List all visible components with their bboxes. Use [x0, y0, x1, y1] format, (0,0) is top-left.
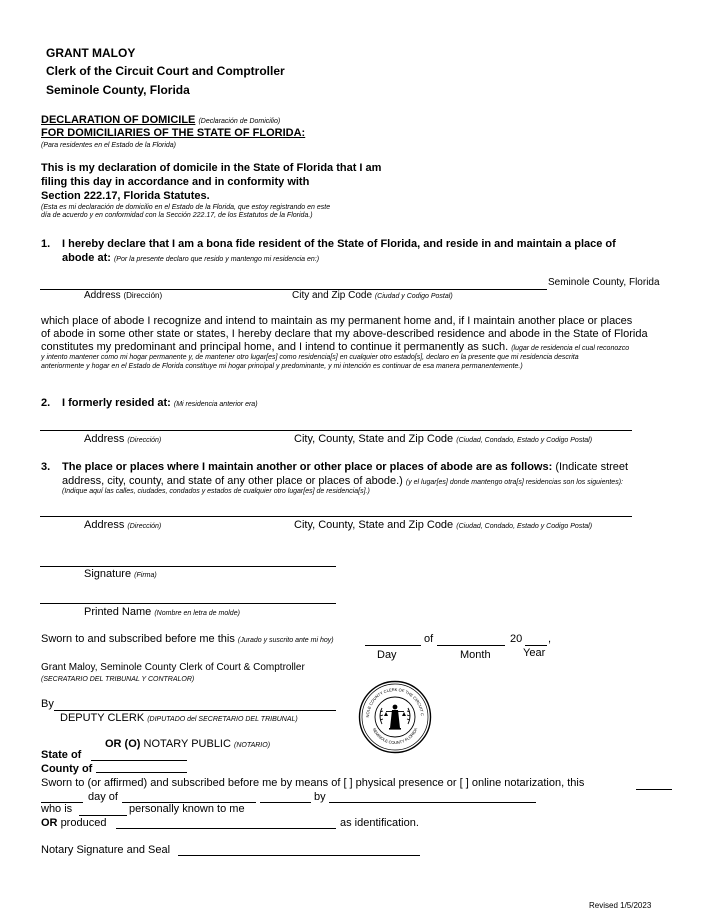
sworn-year-prefix: 20: [510, 633, 523, 645]
sworn-comma: ,: [548, 633, 552, 645]
former-address-line[interactable]: [40, 430, 632, 431]
item2-text: I formerly resided at: (Mi residencia anterior era): [62, 397, 258, 409]
clerk-seal-icon: [358, 680, 432, 754]
clerk-name: Grant Maloy, Seminole County Clerk of Court & Comptroller: [41, 662, 305, 673]
item1-para1: which place of abode I recognize and intend to maintain as my permanent home and, if I maintain another place or places: [41, 315, 633, 327]
sworn-year-line[interactable]: [525, 645, 547, 646]
intro-line1: This is my declaration of domicile in the State of Florida that I am: [41, 162, 382, 174]
header-name: GRANT MALOY: [46, 46, 136, 60]
header-office: Clerk of the Circuit Court and Comptroller: [46, 64, 285, 78]
item1-line2: abode at: (Por la presente declaro que resido y mantengo mi residencia en:): [62, 252, 320, 264]
state-of-line[interactable]: [91, 760, 187, 761]
title-line2-es: (Para residentes en el Estado de la Florida): [41, 142, 177, 149]
deputy-clerk-line[interactable]: [54, 710, 336, 711]
item3-number: 3.: [41, 461, 51, 473]
sworn-of: of: [424, 633, 434, 645]
item3-address-label: Address (Dirección): [84, 519, 162, 531]
notary-who-is: who is: [41, 803, 73, 815]
notary-by-line[interactable]: [329, 802, 536, 803]
intro-line3: Section 222.17, Florida Statutes.: [41, 190, 210, 202]
title-line1: DECLARATION OF DOMICILE (Declaración de Domicilio): [41, 114, 281, 126]
notary-sworn-text: Sworn to (or affirmed) and subscribed before me by means of [ ] physical presence or [ ] online notarization, this: [41, 777, 585, 789]
item1-number: 1.: [41, 238, 51, 250]
item1-county-suffix: Seminole County, Florida: [548, 277, 660, 288]
deputy-clerk-label: DEPUTY CLERK (DIPUTADO del SECRETARIO DEL TRIBUNAL): [60, 712, 298, 724]
item1-address-label: Address (Dirección): [84, 290, 163, 301]
sworn-day-line[interactable]: [365, 645, 421, 646]
sworn-month-line[interactable]: [437, 645, 505, 646]
county-of-line[interactable]: [96, 772, 187, 773]
item1-line1: I hereby declare that I am a bona fide resident of the State of Florida, and reside in and maintain a place of: [62, 238, 616, 250]
county-of-label: County of: [41, 763, 93, 775]
signature-label: Signature (Firma): [84, 568, 157, 580]
item3-line1: The place or places where I maintain another or other place or places of abode are as follows: (Indicate street: [62, 461, 629, 473]
sworn-year-label: Year: [523, 647, 546, 659]
printed-name-line[interactable]: [40, 603, 336, 604]
intro-es2: día de acuerdo y en conformidad con la Sección 222.17, de los Estatutos de la Florida.): [41, 212, 313, 219]
item2-number: 2.: [41, 397, 51, 409]
other-address-line[interactable]: [40, 516, 632, 517]
notary-day-line[interactable]: [636, 789, 672, 790]
printed-name-label: Printed Name (Nombre en letra de molde): [84, 606, 240, 618]
item1-para2: of abode in some other state or states, I hereby declare that my above-described residence and abode in the State of Florida: [41, 328, 648, 340]
notary-by: by: [314, 791, 326, 803]
item3-line3-es: (Indique aquí las calles, ciudades, condados y estados de cualquier otro lugar[es] de residencia[s].): [62, 488, 370, 495]
item2-city-label: City, County, State and Zip Code (Ciudad, Condado, Estado y Codigo Postal): [294, 433, 593, 445]
notary-signature-line[interactable]: [178, 855, 420, 856]
item1-para-es2: anteriormente y hogar en el Estado de Florida constituye mi hogar principal y predominante, y mi intención es continuar de esa manera permanentemente.): [41, 363, 523, 370]
item3-line2: address, city, county, and state of any other place or places of abode.) (y el lugar[es] donde mantengo otra[s] residencias son los siguientes):: [62, 475, 623, 487]
item3-city-label: City, County, State and Zip Code (Ciudad, Condado, Estado y Codigo Postal): [294, 519, 593, 531]
item1-city-label: City and Zip Code (Ciudad y Codigo Postal): [292, 290, 453, 301]
notary-signature-label: Notary Signature and Seal: [41, 844, 171, 856]
header-county: Seminole County, Florida: [46, 83, 190, 97]
signature-line[interactable]: [40, 566, 336, 567]
notary-produced: OR produced: [41, 817, 107, 829]
notary-as-id: as identification.: [340, 817, 419, 829]
revised-date: Revised 1/5/2023: [589, 901, 652, 910]
notary-day-of: day of: [88, 791, 118, 803]
item1-para3: constitutes my predominant and principal home, and I intend to continue it permanently as such. (lugar de residencia el cual reconozco: [41, 341, 630, 353]
intro-line2: filing this day in accordance and in conformity with: [41, 176, 310, 188]
notary-who-is-line[interactable]: [79, 815, 127, 816]
seal-text-top: NOLE COUNTY CLERK OF THE CIRCUIT C: [364, 686, 426, 718]
seal-text-bottom: SEMINOLE COUNTY FLORIDA: [371, 727, 419, 746]
sworn-day-label: Day: [377, 649, 397, 661]
sworn-text: Sworn to and subscribed before me this (Jurado y suscrito ante mi hoy): [41, 633, 334, 645]
clerk-es: (SECRATARIO DEL TRIBUNAL Y CONTRALOR): [41, 676, 195, 683]
or-notary-label: OR (O) NOTARY PUBLIC (NOTARIO): [105, 738, 271, 750]
state-of-label: State of: [41, 749, 82, 761]
sworn-month-label: Month: [460, 649, 491, 661]
title-line2: FOR DOMICILIARIES OF THE STATE OF FLORIDA:: [41, 127, 306, 139]
intro-es1: (Esta es mi declaración de domicilio en el Estado de la Florida, que estoy registrando en este: [41, 204, 331, 211]
item2-address-label: Address (Dirección): [84, 433, 162, 445]
item1-para-es1: y intento mantener como mi hogar permanente y, de mantener otro lugar[es] como residencia[s] en cualquier otro estado[s], declaro en la presente que mi residencia descrita: [41, 354, 579, 361]
notary-year-line[interactable]: [260, 802, 311, 803]
by-label: By: [41, 698, 54, 710]
notary-known: personally known to me: [129, 803, 245, 815]
notary-produced-line[interactable]: [116, 828, 336, 829]
